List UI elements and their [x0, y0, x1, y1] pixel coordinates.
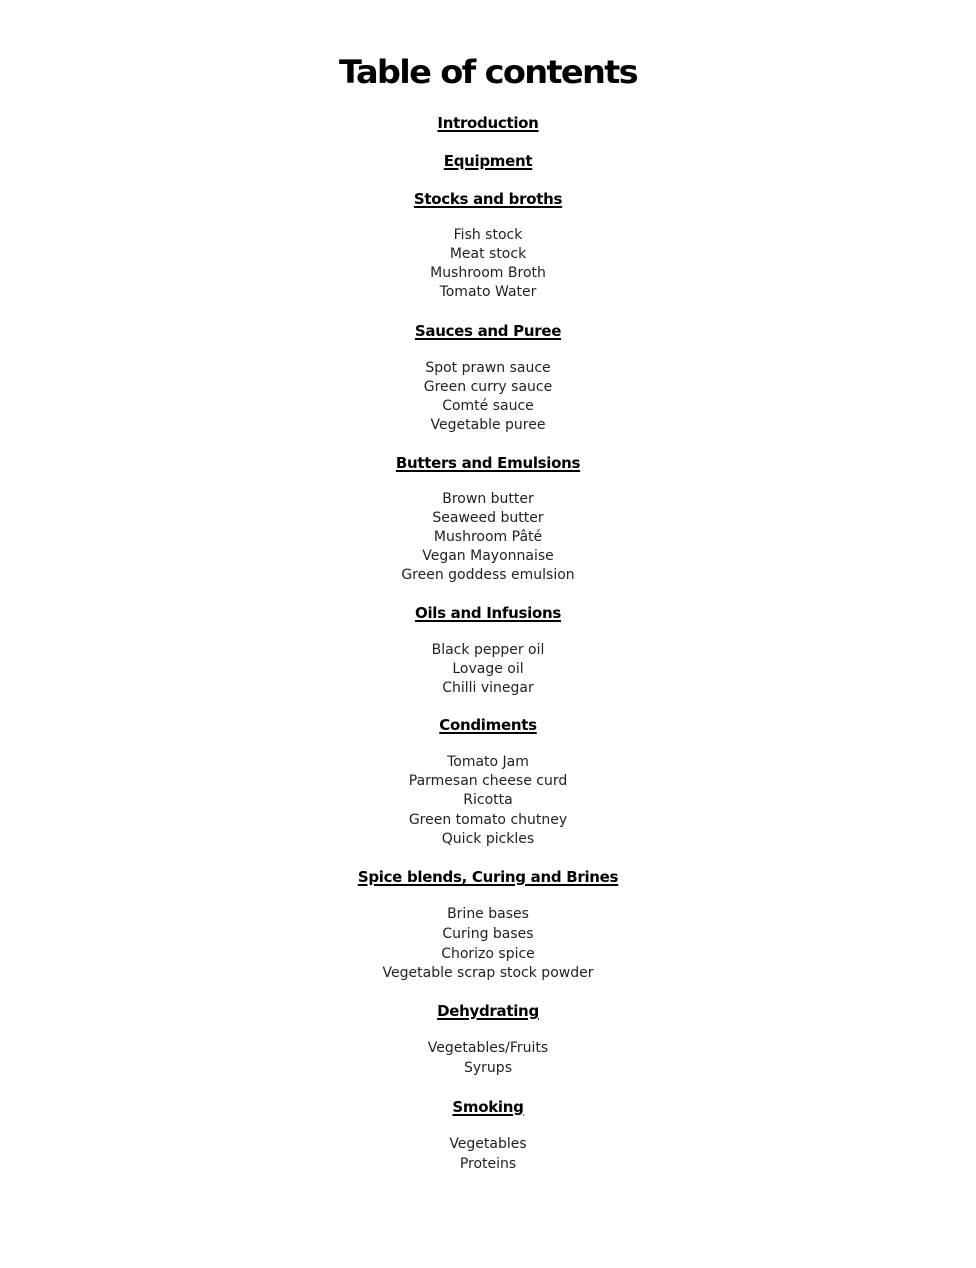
section-heading-oils-and-infusions[interactable]	[0, 603, 976, 623]
section-link-butters-and-emulsions[interactable]: Butters and Emulsions	[395, 454, 581, 472]
list-item: Vegetables	[449, 1136, 527, 1152]
section-heading-equipment[interactable]	[0, 151, 976, 171]
section-heading-introduction[interactable]	[0, 113, 976, 133]
section-link-dehydrating[interactable]: Dehydrating	[437, 1002, 539, 1020]
list-item: Lovage oil	[452, 661, 524, 677]
section-link-smoking[interactable]: Smoking	[452, 1098, 524, 1116]
list-item: Vegetables/Fruits	[427, 1040, 549, 1056]
section-heading-butters-and-emulsions[interactable]	[0, 453, 976, 473]
list-item: Fish stock	[453, 227, 523, 243]
list-item: Curing bases	[442, 926, 534, 942]
section-link-introduction[interactable]: Introduction	[437, 114, 539, 132]
section-link-oils-and-infusions[interactable]: Oils and Infusions	[415, 604, 561, 622]
list-item: Parmesan cheese curd	[408, 773, 568, 789]
list-item: Proteins	[459, 1156, 517, 1172]
list-item: Mushroom Broth	[430, 265, 546, 281]
list-item: Chorizo spice	[441, 946, 535, 962]
list-item: Tomato Water	[439, 284, 537, 300]
list-item: Ricotta	[463, 792, 513, 808]
list-item: Mushroom Pâté	[433, 529, 543, 545]
list-item: Vegan Mayonnaise	[422, 548, 554, 564]
list-item: Green tomato chutney	[408, 812, 568, 828]
section-link-stocks-and-broths[interactable]: Stocks and broths	[413, 190, 563, 208]
list-item: Green curry sauce	[423, 379, 553, 395]
list-item: Chilli vinegar	[442, 680, 534, 696]
page-title: Table of contents	[339, 53, 637, 91]
list-item: Meat stock	[449, 246, 527, 262]
list-item: Seaweed butter	[432, 510, 544, 526]
list-item: Brown butter	[442, 491, 534, 507]
list-item: Spot prawn sauce	[425, 360, 551, 376]
section-heading-spice-blends[interactable]	[0, 867, 976, 887]
section-link-equipment[interactable]: Equipment	[443, 152, 533, 170]
section-heading-stocks-and-broths[interactable]	[0, 189, 976, 209]
list-item: Vegetable scrap stock powder	[382, 965, 594, 981]
list-item: Black pepper oil	[431, 642, 545, 658]
list-item: Green goddess emulsion	[401, 567, 575, 583]
section-heading-smoking[interactable]	[0, 1097, 976, 1117]
section-link-condiments[interactable]: Condiments	[439, 716, 537, 734]
list-item: Comté sauce	[442, 398, 534, 414]
list-item: Syrups	[464, 1060, 512, 1076]
list-item: Brine bases	[447, 906, 529, 922]
section-heading-condiments[interactable]	[0, 715, 976, 735]
list-item: Vegetable puree	[430, 417, 546, 433]
section-link-sauces-and-puree[interactable]: Sauces and Puree	[414, 322, 562, 340]
list-item: Tomato Jam	[447, 754, 529, 770]
section-link-spice-blends[interactable]: Spice blends, Curing and Brines	[357, 868, 619, 886]
list-item: Quick pickles	[441, 831, 535, 847]
section-heading-sauces-and-puree[interactable]	[0, 321, 976, 341]
section-heading-dehydrating[interactable]	[0, 1001, 976, 1021]
